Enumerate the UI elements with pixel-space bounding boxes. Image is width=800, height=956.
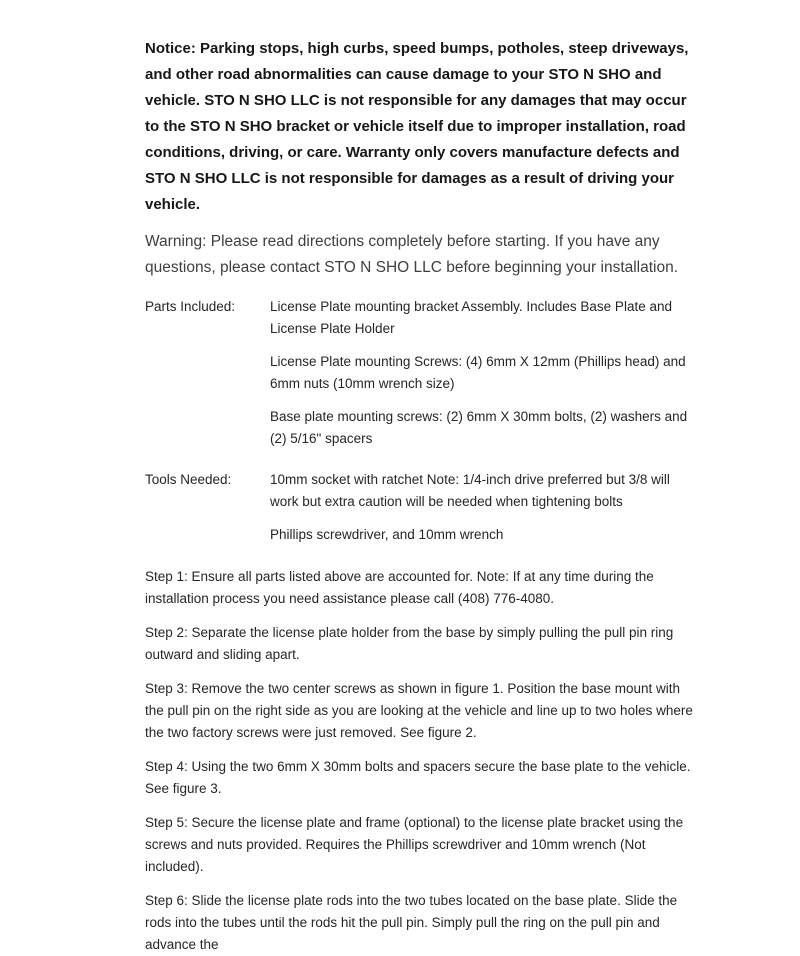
tools-needed-list — [270, 469, 694, 557]
step-5-paragraph: Step 5: Secure the license plate and frame (optional) to the license plate bracket using the screws and nuts provided. Requires the Phillips screwdriver and 10mm wrench (Not included). — [145, 815, 684, 874]
parts-item-1: License Plate mounting bracket Assembly. Includes Base Plate and License Plate Holder — [270, 299, 672, 336]
tools-needed-label: Tools Needed: — [145, 472, 232, 487]
parts-item-2: License Plate mounting Screws: (4) 6mm X 12mm (Phillips head) and 6mm nuts (10mm wrench size) — [270, 354, 686, 391]
tools-item-2: Phillips screwdriver, and 10mm wrench — [270, 527, 504, 542]
warning-paragraph: Warning: Please read directions completely before starting. If you have any questions, please contact STO N SHO LLC before beginning your installation. — [145, 233, 679, 276]
step-4-paragraph: Step 4: Using the two 6mm X 30mm bolts and spacers secure the base plate to the vehicle. See figure 3. — [145, 759, 691, 796]
installation-steps — [145, 566, 694, 956]
tools-needed-section — [145, 469, 694, 557]
step-2-paragraph: Step 2: Separate the license plate holder from the base by simply pulling the pull pin ring outward and sliding apart. — [145, 625, 674, 662]
parts-included-section — [145, 296, 694, 461]
parts-included-label: Parts Included: — [145, 299, 236, 314]
step-3-paragraph: Step 3: Remove the two center screws as shown in figure 1. Position the base mount with the pull pin on the right side as you are looking at the vehicle and line up to two holes where the two factory screws were just removed. See figure 2. — [145, 681, 693, 740]
parts-item-3: Base plate mounting screws: (2) 6mm X 30mm bolts, (2) washers and (2) 5/16" spacers — [270, 409, 688, 446]
notice-paragraph: Notice: Parking stops, high curbs, speed bumps, potholes, steep driveways, and other road abnormalities can cause damage to your STO N SHO and vehicle. STO N SHO LLC is not responsible for any damages that may occur to the STO N SHO bracket or vehicle itself due to improper installation, road conditions, driving, or care. Warranty only covers manufacture defects and STO N SHO LLC is not responsible for damages as a result of driving your vehicle. — [145, 40, 689, 213]
step-1-paragraph: Step 1: Ensure all parts listed above are accounted for. Note: If at any time during the installation process you need assistance please call (408) 776-4080. — [145, 569, 654, 606]
step-6-paragraph: Step 6: Slide the license plate rods into the two tubes located on the base plate. Slide the rods into the tubes until the rods hit the pull pin. Simply pull the ring on the pull pin and advance the — [145, 893, 678, 952]
tools-item-1: 10mm socket with ratchet Note: 1/4-inch drive preferred but 3/8 will work but extra caution will be needed when tightening bolts — [270, 472, 670, 509]
parts-included-list — [270, 296, 694, 461]
